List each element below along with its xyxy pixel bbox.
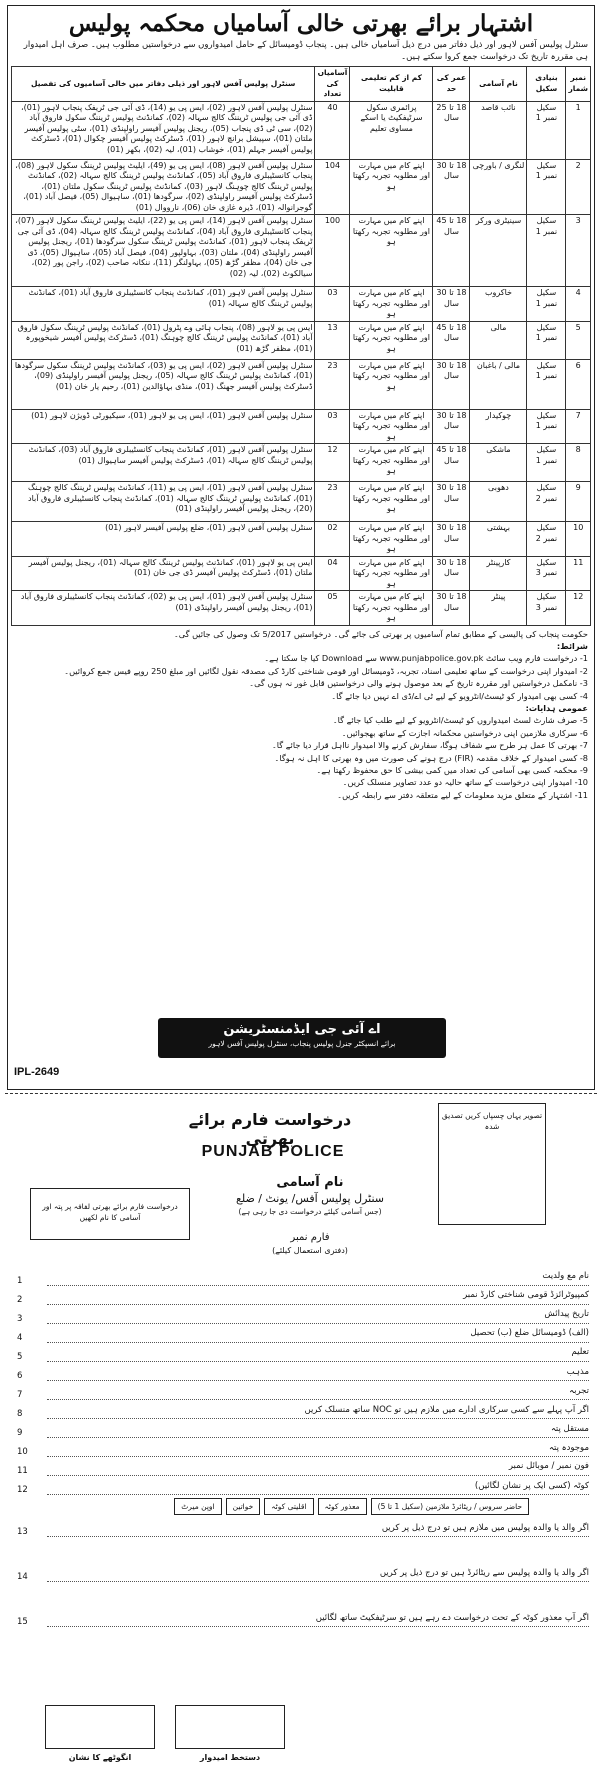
- cell-edu: اپنے کام میں مہارت اور مطلوبہ تجربہ رکھتا ہو: [350, 215, 433, 287]
- field-number: 2: [17, 1295, 23, 1305]
- photo-box[interactable]: تصویر یہاں چسپاں کریں تصدیق شدہ: [438, 1103, 546, 1225]
- thumb-impression-label: انگوٹھے کا نشان: [68, 1753, 132, 1762]
- cell-post: ماشکی: [470, 444, 527, 482]
- field-label: اگر والد یا والدہ پولیس میں ملازم ہیں تو درج ذیل پر کریں: [47, 1522, 589, 1537]
- form-field-5[interactable]: [13, 1343, 589, 1362]
- cell-count: 23: [315, 482, 350, 522]
- cell-edu: اپنے کام میں مہارت اور مطلوبہ تجربہ رکھتا ہو: [350, 287, 433, 322]
- cell-scale: سکیل نمبر 3: [527, 556, 566, 591]
- cell-post: نائب قاصد: [470, 101, 527, 159]
- form-field-7[interactable]: [13, 1381, 589, 1400]
- cell-age: 18 تا 45 سال: [433, 215, 470, 287]
- cell-scale: سکیل نمبر 1: [527, 287, 566, 322]
- cell-scale: سکیل نمبر 2: [527, 522, 566, 557]
- form-number-label: فارم نمبر: [290, 1232, 330, 1243]
- cell-edu: پرائمری سکول سرٹیفکیٹ یا اسکے مساوی تعلیم: [350, 101, 433, 159]
- cell-edu: اپنے کام میں مہارت اور مطلوبہ تجربہ رکھتا ہو: [350, 359, 433, 409]
- cell-scale: سکیل نمبر 1: [527, 159, 566, 215]
- cell-age: 18 تا 30 سال: [433, 159, 470, 215]
- post-name-note: (جس آسامی کیلئے درخواست دی جا رہی ہے): [238, 1207, 382, 1216]
- form-number-note: (دفتری استعمال کیلئے): [272, 1246, 348, 1255]
- field-spacer: [13, 1582, 589, 1608]
- cell-sr: 3: [566, 215, 591, 287]
- cell-count: 13: [315, 321, 350, 359]
- thumb-impression-box[interactable]: [45, 1705, 155, 1749]
- form-field-13[interactable]: [13, 1518, 589, 1537]
- cell-age: 18 تا 45 سال: [433, 444, 470, 482]
- quota-option[interactable]: خواتین: [226, 1498, 261, 1515]
- cell-edu: اپنے کام میں مہارت اور مطلوبہ تجربہ رکھتا ہو: [350, 482, 433, 522]
- cell-sr: 10: [566, 522, 591, 557]
- cell-post: لنگری / باورچی: [470, 159, 527, 215]
- cell-detail: سنٹرل پولیس آفس لاہور (08)، ایس پی یو (49)، ایلیٹ پولیس ٹریننگ سکول لاہور (08)، پنجاب کانسٹیبلری فاروق آباد (05)، کمانڈنٹ پولیس ٹریننگ کالج سہالہ (02)، کمانڈنٹ پولیس ٹریننگ کالج چوہنگ لاہور (03)، کمانڈنٹ پولیس ٹریننگ سکول ملتان (01)، ڈسٹرکٹ پولیس آفیسر راولپنڈی (02)، سرگودھا (01)، ساہیوال (05)، فیصل آباد (01)، گوجرانوالہ (01)، ڈیرہ غازی خان (06)، نارووال (01): [12, 159, 315, 215]
- authority-subtitle: برائے انسپکٹر جنرل پولیس پنجاب، سنٹرل پولیس آفس لاہور: [208, 1039, 396, 1048]
- cell-count: 05: [315, 591, 350, 626]
- table-row: [12, 359, 591, 409]
- quota-option[interactable]: اوپن میرٹ: [174, 1498, 221, 1515]
- field-label: کمپیوٹرائزڈ قومی شناختی کارڈ نمبر: [47, 1290, 589, 1305]
- table-row: [12, 287, 591, 322]
- ipl-code: IPL-2649: [14, 1066, 60, 1078]
- field-number: 9: [17, 1428, 23, 1438]
- recruitment-advertisement: [7, 5, 595, 1090]
- table-row: [12, 482, 591, 522]
- cell-post: مالی / باغبان: [470, 359, 527, 409]
- col-education: کم از کم تعلیمی قابلیت: [350, 67, 433, 102]
- field-number: 10: [17, 1447, 28, 1457]
- cell-edu: اپنے کام میں مہارت اور مطلوبہ تجربہ رکھتا ہو: [350, 522, 433, 557]
- cell-sr: 6: [566, 359, 591, 409]
- cell-age: 18 تا 30 سال: [433, 287, 470, 322]
- note-line: 10- امیدوار اپنی درخواست کے ساتھ حالیہ دو عدد تصاویر منسلک کریں۔: [342, 777, 588, 788]
- quota-options: [43, 1498, 589, 1515]
- cell-edu: اپنے کام میں مہارت اور مطلوبہ تجربہ رکھتا ہو: [350, 556, 433, 591]
- field-label: مستقل پتہ: [47, 1423, 589, 1438]
- cell-scale: سکیل نمبر 2: [527, 482, 566, 522]
- cell-scale: سکیل نمبر 1: [527, 359, 566, 409]
- field-label: موجودہ پتہ: [47, 1442, 589, 1457]
- envelope-instructions: درخواست فارم برائے بھرتی لفافہ پر پتہ اور آسامی کا نام لکھیں: [30, 1188, 190, 1240]
- cell-detail: سنٹرل پولیس آفس لاہور (01)، کمانڈنٹ پنجاب کانسٹیبلری فاروق آباد (03)، کمانڈنٹ پولیس ٹریننگ کالج سہالہ (01)، ڈسٹرکٹ پولیس آفیسر ساہیوال (01): [12, 444, 315, 482]
- cell-edu: اپنے کام میں مہارت اور مطلوبہ تجربہ رکھتا ہو: [350, 409, 433, 444]
- table-row: [12, 556, 591, 591]
- field-number: 6: [17, 1371, 23, 1381]
- cell-age: 18 تا 30 سال: [433, 359, 470, 409]
- cell-scale: سکیل نمبر 1: [527, 321, 566, 359]
- cell-sr: 4: [566, 287, 591, 322]
- signature-box[interactable]: [175, 1705, 285, 1749]
- cell-count: 03: [315, 287, 350, 322]
- cell-edu: اپنے کام میں مہارت اور مطلوبہ تجربہ رکھتا ہو: [350, 591, 433, 626]
- field-number: 8: [17, 1409, 23, 1419]
- cell-detail: سنٹرل پولیس آفس لاہور (01)، ایس پی یو (02)، کمانڈنٹ پنجاب کانسٹیبلری فاروق آباد (01)، ریجنل پولیس آفیسر راولپنڈی (01): [12, 591, 315, 626]
- table-row: [12, 522, 591, 557]
- field-number: 12: [17, 1485, 28, 1495]
- form-field-2[interactable]: [13, 1286, 589, 1305]
- post-name-section: [205, 1175, 415, 1216]
- cell-count: 40: [315, 101, 350, 159]
- note-line: حکومت پنجاب کی پالیسی کے مطابق تمام آسامیوں پر بھرتی کی جائے گی۔ درخواستیں 5/2017 تک وصول کی جائیں گی۔: [173, 628, 588, 639]
- page: [5, 5, 597, 1767]
- cell-age: 18 تا 30 سال: [433, 591, 470, 626]
- form-number: [210, 1232, 410, 1255]
- form-field-12[interactable]: [13, 1476, 589, 1495]
- cell-sr: 5: [566, 321, 591, 359]
- field-number: 7: [17, 1390, 23, 1400]
- field-number: 1: [17, 1276, 23, 1286]
- cell-detail: سنٹرل پولیس آفس لاہور (01)، کمانڈنٹ پنجاب کانسٹیبلری فاروق آباد (01)، کمانڈنٹ پولیس ٹریننگ کالج سہالہ (01): [12, 287, 315, 322]
- cell-count: 104: [315, 159, 350, 215]
- field-label: کوٹہ (کسی ایک پر نشان لگائیں): [47, 1480, 589, 1495]
- quota-option[interactable]: اقلیتی کوٹہ: [264, 1498, 313, 1515]
- note-line: عمومی ہدایات:: [525, 702, 588, 713]
- table-row: [12, 101, 591, 159]
- cell-detail: سنٹرل پولیس آفس لاہور (02)، ایس پی یو (03)، کمانڈنٹ پولیس ٹریننگ سکول سرگودھا (01)، کمانڈنٹ پولیس ٹریننگ کالج سہالہ (05)، ریجنل پولیس آفیسر راولپنڈی (09)، ڈسٹرکٹ پولیس آفیسر جھنگ (01)، منڈی بہاؤالدین (01)، رحیم یار خان (01): [12, 359, 315, 409]
- cell-edu: اپنے کام میں مہارت اور مطلوبہ تجربہ رکھتا ہو: [350, 444, 433, 482]
- cell-age: 18 تا 45 سال: [433, 321, 470, 359]
- note-line: 1- درخواست فارم ویب سائٹ www.punjabpolice.gov.pk سے Download کیا جا سکتا ہے۔: [264, 653, 588, 664]
- form-field-9[interactable]: [13, 1419, 589, 1438]
- cell-detail: سنٹرل پولیس آفس لاہور (14)، ایس پی یو (22)، ایلیٹ پولیس ٹریننگ سکول لاہور (07)، پنجاب کانسٹیبلری فاروق آباد (04)، کمانڈنٹ پولیس ٹریننگ کالج سہالہ (04)، ڈی آئی جی ٹریفک پنجاب لاہور (01)، کمانڈنٹ پولیس ٹریننگ سکول سرگودھا (01)، ریجنل پولیس آفیسر راولپنڈی (04)، ملتان (03)، بہاولپور (04)، فیصل آباد (05)، ساہیوال (05)، ڈی جی خان (04)، مظفر گڑھ (05)، بہاولنگر (11)، ننکانہ صاحب (02)، راجن پور (02)، سیالکوٹ (02)، لیہ (02): [12, 215, 315, 287]
- field-label: اگر آپ پہلے سے کسی سرکاری ادارے میں ملازم ہیں تو NOC ساتھ منسلک کریں: [47, 1404, 589, 1419]
- note-line: 11- اشتہار کے متعلق مزید معلومات کے لیے متعلقہ دفتر سے رابطہ کریں۔: [337, 789, 588, 800]
- form-field-8[interactable]: [13, 1400, 589, 1419]
- quota-option[interactable]: حاضر سروس / ریٹائرڈ ملازمین (سکیل 1 تا 5): [371, 1498, 529, 1515]
- field-label: اگر والد یا والدہ پولیس سے ریٹائرڈ ہیں تو درج ذیل پر کریں: [47, 1567, 589, 1582]
- col-count: آسامیاں کی تعداد: [315, 67, 350, 102]
- cell-scale: سکیل نمبر 1: [527, 444, 566, 482]
- cell-count: 02: [315, 522, 350, 557]
- form-field-4[interactable]: [13, 1324, 589, 1343]
- table-row: [12, 591, 591, 626]
- cell-post: خاکروب: [470, 287, 527, 322]
- cell-edu: اپنے کام میں مہارت اور مطلوبہ تجربہ رکھتا ہو: [350, 159, 433, 215]
- table-row: [12, 444, 591, 482]
- brand-name: PUNJAB POLICE: [201, 1143, 345, 1160]
- form-field-3[interactable]: [13, 1305, 589, 1324]
- note-line: 9- محکمہ کسی بھی آسامی کی تعداد میں کمی بیشی کا حق محفوظ رکھتا ہے۔: [316, 764, 588, 775]
- issuing-authority: [158, 1018, 446, 1058]
- table-row: [12, 321, 591, 359]
- cell-detail: ایس پی یو لاہور (08)، پنجاب ہائی وے پٹرول (01)، کمانڈنٹ پولیس ٹریننگ سکول فاروق آباد (01)، کمانڈنٹ پولیس ٹریننگ کالج چوہنگ (01)، ڈسٹرکٹ پولیس آفیسر شیخوپورہ (01)، مظفر گڑھ (01): [12, 321, 315, 359]
- cell-sr: 7: [566, 409, 591, 444]
- form-field-6[interactable]: [13, 1362, 589, 1381]
- authority-title: اے آئی جی ایڈمنسٹریشن: [223, 1022, 381, 1037]
- field-number: 11: [17, 1466, 28, 1476]
- post-office-label: سنٹرل پولیس آفس/ یونٹ / ضلع: [235, 1192, 385, 1205]
- cell-post: پینٹر: [470, 591, 527, 626]
- table-row: [12, 215, 591, 287]
- cell-detail: سنٹرل پولیس آفس لاہور (01)، ایس پی یو لاہور (01)، سیکیورٹی ڈویژن لاہور (01): [12, 409, 315, 444]
- cell-age: 18 تا 30 سال: [433, 482, 470, 522]
- form-field-14[interactable]: [13, 1563, 589, 1582]
- post-name-label: نام آسامی: [276, 1175, 344, 1190]
- col-age: عمر کی حد: [433, 67, 470, 102]
- ad-intro: سنٹرل پولیس آفس لاہور اور ذیل دفاتر میں درج ذیل آسامیاں خالی ہیں۔ پنجاب ڈومیسائل کے حامل امیدواروں سے درخواستیں مطلوب ہیں۔ صرف اہل امیدوار ہی مقررہ تاریخ تک درخواست جمع کروا سکتے ہیں۔: [23, 40, 588, 62]
- field-label: تعلیم: [47, 1347, 589, 1362]
- field-number: 14: [17, 1572, 28, 1582]
- vacancies-table: [11, 66, 591, 626]
- form-field-10[interactable]: [13, 1438, 589, 1457]
- form-title: درخواست فارم برائے بھرتی: [188, 1110, 352, 1148]
- table-row: [12, 159, 591, 215]
- field-number: 3: [17, 1314, 23, 1324]
- cell-scale: سکیل نمبر 1: [527, 101, 566, 159]
- field-label: مذہب: [47, 1366, 589, 1381]
- cell-sr: 8: [566, 444, 591, 482]
- cell-count: 12: [315, 444, 350, 482]
- cell-scale: سکیل نمبر 1: [527, 215, 566, 287]
- form-field-15[interactable]: [13, 1608, 589, 1627]
- form-fields: [13, 1267, 589, 1627]
- cell-detail: سنٹرل پولیس آفس لاہور (01)، ایس پی یو (11)، کمانڈنٹ پولیس ٹریننگ کالج چوہنگ (01)، کمانڈنٹ پولیس ٹریننگ کالج سہالہ (01)، کمانڈنٹ پنجاب کانسٹیبلری فاروق آباد (20)، ریجنل پولیس آفیسر راولپنڈی (01): [12, 482, 315, 522]
- note-line: 5- صرف شارٹ لسٹ امیدواروں کو ٹیسٹ/انٹرویو کے لیے طلب کیا جائے گا۔: [332, 715, 588, 726]
- field-label: تاریخ پیدائش: [47, 1309, 589, 1324]
- note-line: 2- امیدوار اپنی درخواست کے ساتھ تعلیمی اسناد، تجربہ، ڈومیسائل اور قومی شناختی کارڈ کی مصدقہ نقول لگائیں اور مبلغ 250 روپے فیس جمع کروائیں۔: [64, 665, 588, 676]
- cell-count: 23: [315, 359, 350, 409]
- cell-post: چوکیدار: [470, 409, 527, 444]
- cell-age: 18 تا 30 سال: [433, 556, 470, 591]
- note-line: 3- نامکمل درخواستیں اور مقررہ تاریخ کے بعد موصول ہونے والی درخواستیں قابل غور نہ ہوں گی۔: [249, 678, 588, 689]
- cell-scale: سکیل نمبر 1: [527, 409, 566, 444]
- note-line: 6- سرکاری ملازمین اپنی درخواستیں محکمانہ اجازت کے ساتھ بھجوائیں۔: [341, 727, 588, 738]
- cell-sr: 9: [566, 482, 591, 522]
- cell-post: مالی: [470, 321, 527, 359]
- terms-and-conditions: [8, 626, 594, 804]
- note-line: 7- بھرتی کا عمل ہر طرح سے شفاف ہوگا، سفارش کرنے والا امیدوار نااہل قرار دیا جائے گا۔: [271, 740, 588, 751]
- cell-post: سینیٹری ورکر: [470, 215, 527, 287]
- cell-age: 18 تا 30 سال: [433, 409, 470, 444]
- cell-detail: سنٹرل پولیس آفس لاہور (02)، ایس پی یو (14)، ڈی آئی جی ٹریفک پنجاب لاہور (01)، ڈی آئی جی پولیس ٹریننگ کالج سہالہ (02)، کمانڈنٹ پولیس ٹریننگ سکول فاروق آباد (02)، سی ٹی ڈی پنجاب (05)، ریجنل پولیس آفیسر راولپنڈی (01)، سٹی پولیس آفیسر ملتان (01)، سپیشل برانچ لاہور (01)، ڈسٹرکٹ پولیس آفیسر چکوال (01)، ڈسٹرکٹ پولیس آفیسر جہلم (01)، خوشاب (01)، لیہ (02)، بکھر (01): [12, 101, 315, 159]
- cell-scale: سکیل نمبر 3: [527, 591, 566, 626]
- field-number: 4: [17, 1333, 23, 1343]
- field-spacer: [13, 1537, 589, 1563]
- cell-sr: 1: [566, 101, 591, 159]
- table-row: [12, 409, 591, 444]
- field-label: نام مع ولدیت: [47, 1271, 589, 1286]
- cell-detail: سنٹرل پولیس آفس لاہور (01)، ضلع پولیس آفیسر لاہور (01): [12, 522, 315, 557]
- form-field-1[interactable]: [13, 1267, 589, 1286]
- quota-option[interactable]: معذور کوٹہ: [318, 1498, 367, 1515]
- cell-sr: 12: [566, 591, 591, 626]
- field-label: فون نمبر / موبائل نمبر: [47, 1461, 589, 1476]
- field-number: 13: [17, 1527, 28, 1537]
- cell-age: 18 تا 25 سال: [433, 101, 470, 159]
- field-label: (الف) ڈومیسائل ضلع (ب) تحصیل: [47, 1328, 589, 1343]
- table-header-row: [12, 67, 591, 102]
- note-line: 4- کسی بھی امیدوار کو ٹیسٹ/انٹرویو کے لیے ٹی اے/ڈی اے نہیں دیا جائے گا۔: [331, 690, 588, 701]
- cell-sr: 2: [566, 159, 591, 215]
- col-post: نام آسامی: [470, 67, 527, 102]
- col-serial: نمبر شمار: [566, 67, 591, 102]
- cell-sr: 11: [566, 556, 591, 591]
- field-number: 5: [17, 1352, 23, 1362]
- cell-post: بہشتی: [470, 522, 527, 557]
- cell-edu: اپنے کام میں مہارت اور مطلوبہ تجربہ رکھتا ہو: [350, 321, 433, 359]
- cell-age: 18 تا 30 سال: [433, 522, 470, 557]
- cell-detail: ایس پی یو لاہور (01)، کمانڈنٹ پولیس ٹریننگ کالج سہالہ (01)، ریجنل پولیس آفیسر ملتان (01)، ڈسٹرکٹ پولیس آفیسر ڈی جی خان (01): [12, 556, 315, 591]
- cut-line: [5, 1093, 597, 1094]
- note-line: شرائط:: [556, 640, 588, 651]
- cell-count: 100: [315, 215, 350, 287]
- field-label: تجربہ: [47, 1385, 589, 1400]
- cell-count: 03: [315, 409, 350, 444]
- cell-post: دھوبی: [470, 482, 527, 522]
- col-scale: بنیادی سکیل: [527, 67, 566, 102]
- note-line: 8- کسی امیدوار کے خلاف مقدمہ (FIR) درج ہونے کی صورت میں وہ بھرتی کا اہل نہ ہوگا۔: [274, 752, 588, 763]
- cell-count: 04: [315, 556, 350, 591]
- signature-label: دستخط امیدوار: [199, 1753, 261, 1762]
- col-detail: سنٹرل پولیس آفس لاہور اور ذیلی دفاتر میں خالی آسامیوں کی تفصیل: [12, 67, 315, 102]
- field-label: اگر آپ معذور کوٹہ کے تحت درخواست دے رہے ہیں تو سرٹیفکیٹ ساتھ لگائیں: [47, 1612, 589, 1627]
- field-number: 15: [17, 1617, 28, 1627]
- ad-title: اشتہار برائے بھرتی خالی آسامیاں محکمہ پولیس: [68, 10, 534, 37]
- cell-post: کارپینٹر: [470, 556, 527, 591]
- form-field-11[interactable]: [13, 1457, 589, 1476]
